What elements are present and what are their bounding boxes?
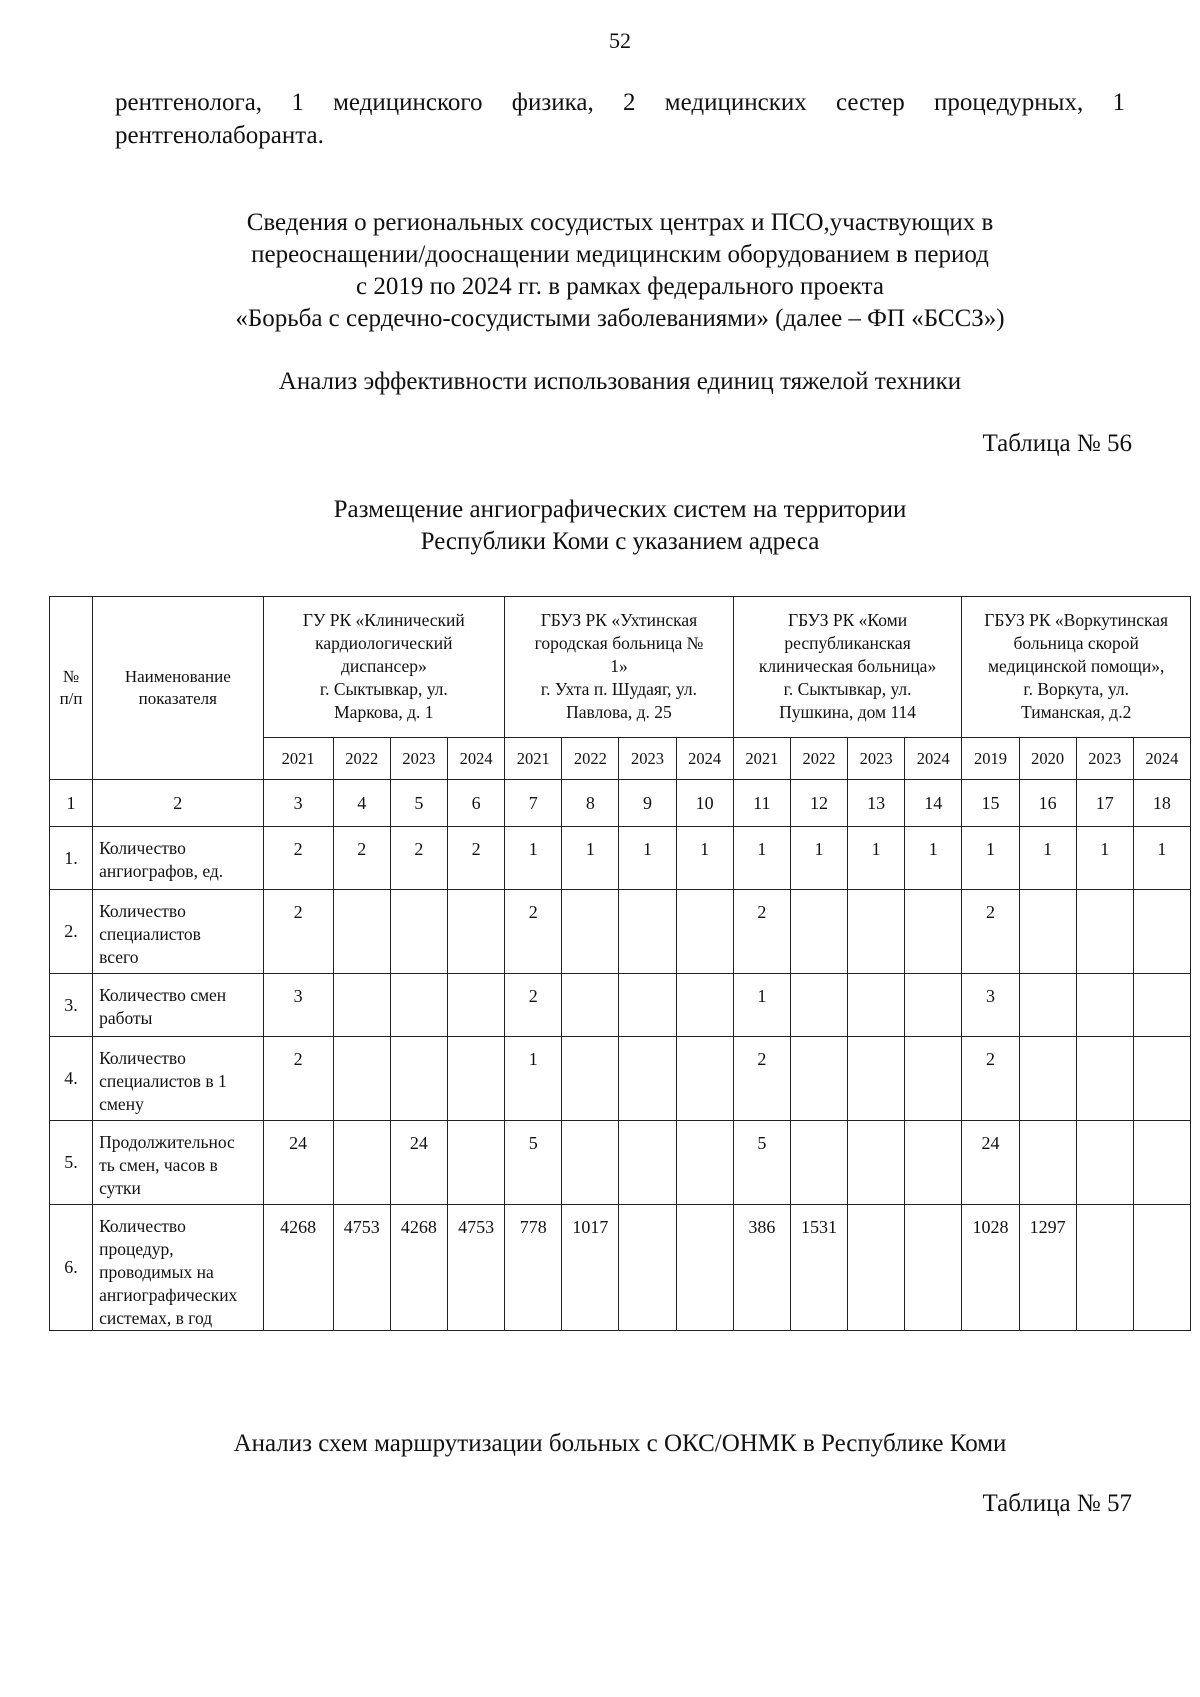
value-cell: 4268 <box>390 1205 447 1331</box>
value-cell <box>390 974 447 1037</box>
org-header-line: 1» <box>610 656 628 676</box>
value-cell <box>1133 974 1190 1037</box>
section-heading <box>0 207 1200 335</box>
column-number-cell: 12 <box>790 780 847 827</box>
org-header-line: медицинской помощи», <box>987 656 1165 676</box>
indicator-label-cell <box>93 1037 263 1121</box>
year-header-cell: 2019 <box>962 738 1019 780</box>
value-cell <box>848 974 905 1037</box>
year-header-cell: 2024 <box>1133 738 1190 780</box>
column-number-cell: 1 <box>50 780 93 827</box>
indicator-label-line: Количество <box>99 1216 186 1236</box>
value-cell <box>848 1121 905 1205</box>
value-cell <box>562 974 619 1037</box>
column-number-row <box>50 780 1191 827</box>
value-cell <box>390 1037 447 1121</box>
indicator-label-line: работы <box>99 1008 153 1028</box>
value-cell: 2 <box>263 1037 333 1121</box>
value-cell <box>1076 1037 1133 1121</box>
org-header-line: республиканская <box>784 633 911 653</box>
value-cell: 1 <box>733 974 790 1037</box>
value-cell <box>619 1037 676 1121</box>
org-header-line: ГБУЗ РК «Воркутинская <box>984 610 1169 630</box>
org-header-line: Пушкина, дом 114 <box>779 702 917 722</box>
column-number-cell: 11 <box>733 780 790 827</box>
table-title <box>0 494 1200 558</box>
value-cell: 24 <box>962 1121 1019 1205</box>
value-cell <box>1076 974 1133 1037</box>
year-header-cell: 2023 <box>848 738 905 780</box>
value-cell <box>905 1205 962 1331</box>
indicator-label-line: специалистов в 1 <box>99 1071 227 1091</box>
value-cell: 24 <box>263 1121 333 1205</box>
column-number-cell: 9 <box>619 780 676 827</box>
value-cell <box>1133 890 1190 974</box>
indicator-label-line: ангиографических <box>99 1285 238 1305</box>
value-cell <box>333 890 390 974</box>
indicator-label-cell <box>93 1205 263 1331</box>
indicator-label-line: ангиографов, ед. <box>99 861 224 881</box>
value-cell <box>619 890 676 974</box>
value-cell: 1 <box>962 827 1019 890</box>
value-cell <box>619 974 676 1037</box>
indicator-label-line: смену <box>99 1094 144 1114</box>
year-header-cell: 2020 <box>1019 738 1076 780</box>
column-number-cell: 15 <box>962 780 1019 827</box>
analysis-heading: Анализ эффективности использования единиц тяжелой техники <box>278 368 962 395</box>
value-cell <box>619 1205 676 1331</box>
value-cell <box>447 974 504 1037</box>
year-header-cell: 2022 <box>790 738 847 780</box>
value-cell: 1 <box>1019 827 1076 890</box>
table-row <box>50 1205 1191 1331</box>
value-cell <box>390 890 447 974</box>
org-header-line: ГБУЗ РК «Ухтинская <box>540 610 698 630</box>
org-header-line: кардиологический <box>315 633 453 653</box>
year-header-cell: 2022 <box>333 738 390 780</box>
header-num-text: № <box>62 667 80 686</box>
indicator-label-cell <box>93 827 263 890</box>
table-row <box>50 827 1191 890</box>
value-cell <box>676 890 733 974</box>
org-header-line: Маркова, д. 1 <box>334 702 434 722</box>
intro-paragraph: рентгенолога, 1 медицинского физика, 2 медицинских сестер процедурных, 1 рентгенолаборанта. <box>115 89 1125 149</box>
year-header-cell: 2024 <box>905 738 962 780</box>
value-cell: 1028 <box>962 1205 1019 1331</box>
value-cell <box>676 1037 733 1121</box>
value-cell <box>1076 890 1133 974</box>
org-header-line: г. Ухта п. Шудаяг, ул. <box>540 679 697 699</box>
value-cell: 2 <box>263 890 333 974</box>
value-cell: 2 <box>733 1037 790 1121</box>
value-cell <box>1133 1205 1190 1331</box>
value-cell <box>848 1037 905 1121</box>
value-cell <box>848 1205 905 1331</box>
value-cell: 2 <box>333 827 390 890</box>
table-label: Таблица № 56 <box>982 430 1132 457</box>
table-label-2: Таблица № 57 <box>982 1490 1132 1517</box>
column-number-cell: 17 <box>1076 780 1133 827</box>
indicator-label-line: сутки <box>99 1178 141 1198</box>
indicator-label-line: Количество <box>99 838 186 858</box>
value-cell <box>790 1037 847 1121</box>
value-cell: 778 <box>505 1205 562 1331</box>
year-header-cell: 2021 <box>263 738 333 780</box>
value-cell <box>1019 890 1076 974</box>
section-heading-line: переоснащении/дооснащении медицинским оборудованием в период <box>251 241 989 268</box>
value-cell <box>562 890 619 974</box>
value-cell: 386 <box>733 1205 790 1331</box>
value-cell <box>333 1037 390 1121</box>
indicator-label-line: специалистов <box>99 924 201 944</box>
indicator-label-line: Количество смен <box>99 985 227 1005</box>
column-number-cell: 2 <box>93 780 263 827</box>
value-cell: 1 <box>1076 827 1133 890</box>
value-cell: 2 <box>962 1037 1019 1121</box>
column-number-cell: 16 <box>1019 780 1076 827</box>
value-cell <box>1076 1205 1133 1331</box>
value-cell <box>905 1037 962 1121</box>
header-name-text: показателя <box>138 689 217 708</box>
value-cell <box>905 890 962 974</box>
year-header-cell: 2023 <box>1076 738 1133 780</box>
year-header-cell: 2021 <box>733 738 790 780</box>
org-header-cell <box>962 597 1191 738</box>
year-header-cell: 2023 <box>619 738 676 780</box>
value-cell: 1297 <box>1019 1205 1076 1331</box>
org-header-line: г. Воркута, ул. <box>1023 679 1129 699</box>
value-cell <box>790 890 847 974</box>
table-body <box>50 780 1191 1331</box>
value-cell: 1 <box>676 827 733 890</box>
value-cell: 4268 <box>263 1205 333 1331</box>
value-cell <box>905 974 962 1037</box>
org-header-line: клиническая больница» <box>758 656 937 676</box>
value-cell: 2 <box>390 827 447 890</box>
value-cell: 3 <box>263 974 333 1037</box>
org-header-line: ГУ РК «Клинический <box>302 610 465 630</box>
value-cell <box>447 890 504 974</box>
indicator-label-line: ть смен, часов в <box>99 1155 218 1175</box>
row-number-cell: 2. <box>50 890 93 974</box>
value-cell: 4753 <box>333 1205 390 1331</box>
table-header-org-row <box>50 597 1191 738</box>
value-cell: 1 <box>733 827 790 890</box>
org-header-line: городская больница № <box>534 633 704 653</box>
org-header-line: Павлова, д. 25 <box>566 702 672 722</box>
value-cell: 2 <box>263 827 333 890</box>
value-cell <box>848 890 905 974</box>
value-cell: 2 <box>447 827 504 890</box>
indicator-label-line: всего <box>99 947 139 967</box>
year-header-cell: 2022 <box>562 738 619 780</box>
column-number-cell: 8 <box>562 780 619 827</box>
value-cell: 1 <box>790 827 847 890</box>
value-cell: 24 <box>390 1121 447 1205</box>
value-cell <box>790 1121 847 1205</box>
table-row <box>50 1037 1191 1121</box>
indicator-label-line: системах, в год <box>99 1308 213 1328</box>
page-number: 52 <box>609 28 631 53</box>
angiography-table <box>49 596 1191 1331</box>
value-cell: 1 <box>1133 827 1190 890</box>
column-number-cell: 13 <box>848 780 905 827</box>
org-header-line: г. Сыктывкар, ул. <box>783 679 912 699</box>
column-number-cell: 3 <box>263 780 333 827</box>
table-row <box>50 974 1191 1037</box>
year-header-cell: 2024 <box>447 738 504 780</box>
indicator-label-cell <box>93 1121 263 1205</box>
value-cell: 3 <box>962 974 1019 1037</box>
indicator-label-cell <box>93 890 263 974</box>
org-header-line: ГБУЗ РК «Коми <box>788 610 908 630</box>
value-cell <box>1019 974 1076 1037</box>
year-header-cell: 2021 <box>505 738 562 780</box>
value-cell <box>1019 1037 1076 1121</box>
header-num-cell <box>50 597 93 780</box>
org-header-cell <box>733 597 962 738</box>
column-number-cell: 14 <box>905 780 962 827</box>
value-cell <box>562 1037 619 1121</box>
value-cell: 4753 <box>447 1205 504 1331</box>
org-header-cell <box>505 597 734 738</box>
value-cell: 5 <box>733 1121 790 1205</box>
header-name-text: Наименование <box>124 667 231 686</box>
value-cell <box>447 1037 504 1121</box>
row-number-cell: 1. <box>50 827 93 890</box>
value-cell: 1 <box>848 827 905 890</box>
table-title-line: Республики Коми с указанием адреса <box>420 528 820 555</box>
value-cell <box>1133 1037 1190 1121</box>
value-cell <box>619 1121 676 1205</box>
value-cell <box>676 974 733 1037</box>
value-cell <box>676 1121 733 1205</box>
value-cell: 2 <box>505 974 562 1037</box>
row-number-cell: 5. <box>50 1121 93 1205</box>
value-cell <box>1133 1121 1190 1205</box>
value-cell: 2 <box>505 890 562 974</box>
value-cell <box>1076 1121 1133 1205</box>
value-cell <box>905 1121 962 1205</box>
column-number-cell: 10 <box>676 780 733 827</box>
value-cell: 1 <box>905 827 962 890</box>
table-title-line: Размещение ангиографических систем на территории <box>333 496 907 523</box>
indicator-label-line: Количество <box>99 901 186 921</box>
org-header-line: больница скорой <box>1013 633 1139 653</box>
row-number-cell: 3. <box>50 974 93 1037</box>
value-cell: 2 <box>962 890 1019 974</box>
column-number-cell: 18 <box>1133 780 1190 827</box>
header-num-text: п/п <box>59 689 83 708</box>
value-cell <box>1019 1121 1076 1205</box>
indicator-label-line: проводимых на <box>99 1262 214 1282</box>
column-number-cell: 7 <box>505 780 562 827</box>
value-cell: 1 <box>505 1037 562 1121</box>
routing-heading: Анализ схем маршрутизации больных с ОКС/ОНМК в Республике Коми <box>233 1430 1007 1457</box>
indicator-label-line: процедур, <box>99 1239 174 1259</box>
org-header-cell <box>263 597 505 738</box>
table-row <box>50 1121 1191 1205</box>
value-cell: 1 <box>562 827 619 890</box>
org-header-line: г. Сыктывкар, ул. <box>319 679 448 699</box>
table-row <box>50 890 1191 974</box>
value-cell <box>333 974 390 1037</box>
value-cell: 5 <box>505 1121 562 1205</box>
section-heading-line: Сведения о региональных сосудистых центрах и ПСО,участвующих в <box>246 209 994 236</box>
value-cell: 2 <box>733 890 790 974</box>
org-header-line: диспансер» <box>340 656 427 676</box>
value-cell: 1 <box>619 827 676 890</box>
section-heading-line: с 2019 по 2024 гг. в рамках федерального проекта <box>356 273 884 300</box>
value-cell <box>676 1205 733 1331</box>
header-name-cell <box>93 597 263 780</box>
column-number-cell: 4 <box>333 780 390 827</box>
column-number-cell: 5 <box>390 780 447 827</box>
org-header-line: Тиманская, д.2 <box>1021 702 1132 722</box>
value-cell <box>562 1121 619 1205</box>
row-number-cell: 4. <box>50 1037 93 1121</box>
row-number-cell: 6. <box>50 1205 93 1331</box>
value-cell: 1017 <box>562 1205 619 1331</box>
year-header-cell: 2024 <box>676 738 733 780</box>
value-cell: 1531 <box>790 1205 847 1331</box>
indicator-label-line: Количество <box>99 1048 186 1068</box>
section-heading-line: «Борьба с сердечно-сосудистыми заболеваниями» (далее – ФП «БССЗ») <box>235 305 1005 332</box>
value-cell <box>447 1121 504 1205</box>
year-header-cell: 2023 <box>390 738 447 780</box>
indicator-label-cell <box>93 974 263 1037</box>
indicator-label-line: Продолжительнос <box>99 1132 235 1152</box>
column-number-cell: 6 <box>447 780 504 827</box>
value-cell <box>790 974 847 1037</box>
value-cell: 1 <box>505 827 562 890</box>
value-cell <box>333 1121 390 1205</box>
